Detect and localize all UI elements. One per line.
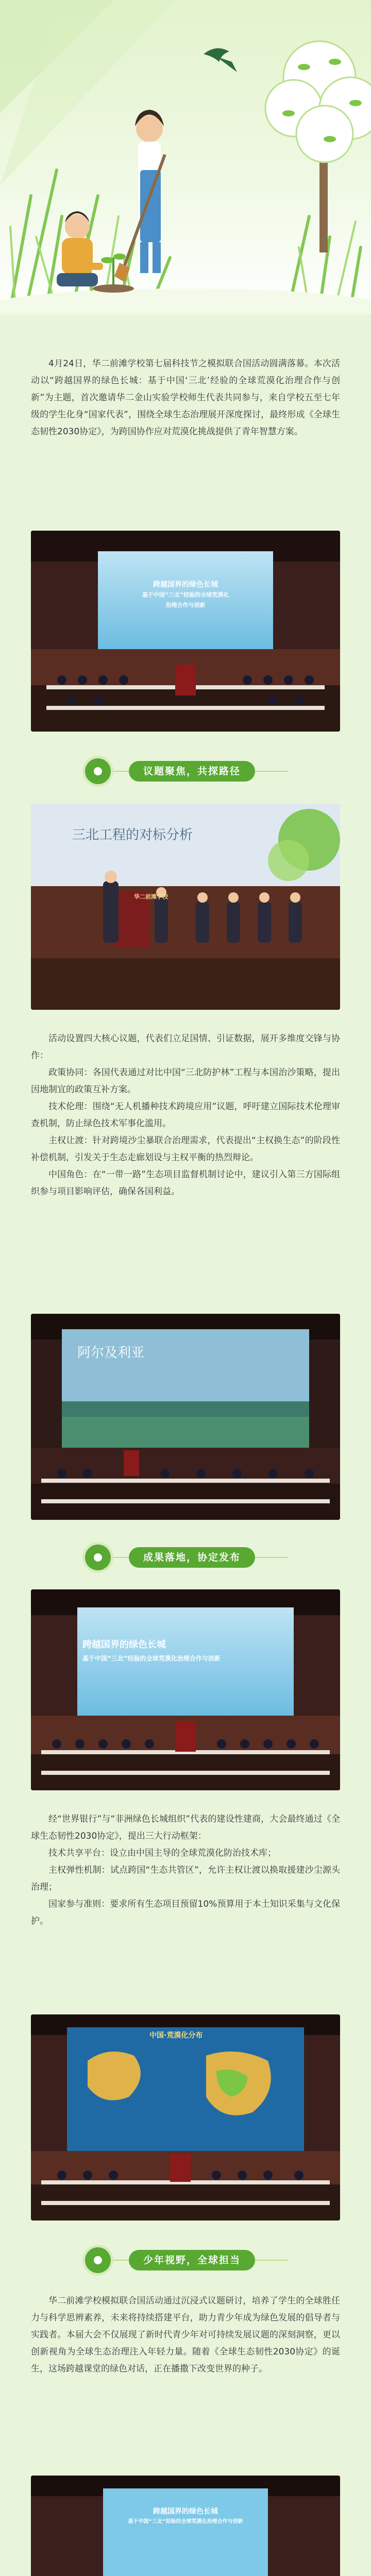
section1-paragraph: 主权让渡：针对跨境沙尘暴联合治理需求，代表提出“主权换生态”的阶段性补偿机制，引发关于生态走廊划设与主权平衡的热烈辩论。 [31, 1136, 340, 1163]
photo5-screen-title: 中国·荒漠化分布 [149, 2031, 203, 2040]
section1-paragraph: 中国角色：在“一带一路”生态项目监督机制讨论中，建议引入第三方国际组织参与项目影响评估，确保各国利益。 [31, 1170, 340, 1197]
section-header-2 [0, 1539, 371, 1575]
location-pin-icon [85, 2247, 111, 2273]
section3-text [31, 2293, 340, 2378]
photo6-screen-title: 跨越国界的绿色长城 [153, 2507, 218, 2516]
photo6-screen-subtitle: 基于中国“三北”经验的全球荒漠化治理合作与创新 [128, 2519, 243, 2524]
photo4-screen-subtitle: 基于中国“三北”经验的全球荒漠化治理合作与创新 [82, 1655, 221, 1662]
section1-paragraph: 政策协同：各国代表通过对比中国“三北防护林”工程与本国治沙策略，提出因地制宜的政策互补方案。 [31, 1067, 340, 1095]
photo3-screen-title: 阿尔及利亚 [77, 1345, 145, 1361]
section3-paragraph: 华二前滩学校模拟联合国活动通过沉浸式议题研讨，培养了学生的全球胜任力与科学思辨素养，未来将持续搭建平台，助力青少年成为绿色发展的倡导者与实践者。本届大会不仅展现了新时代青少年对可持续发展议题的深刻洞察，更以创新视角为全球生态治理注入年轻力量。随着《全球生态韧性2030协定》的诞生，这场跨越课堂的绿色对话，正在播撒下改变世界的种子。 [31, 2296, 340, 2374]
location-pin-icon [85, 758, 111, 784]
photo-assembly-hall [31, 531, 340, 732]
photo-group-picture [31, 2476, 340, 2576]
section-header-1 [0, 753, 371, 789]
photo1-screen-title: 跨越国界的绿色长城 [153, 581, 218, 589]
section-title: 成果落地，协定发布 [129, 1547, 255, 1568]
photo1-screen-subtitle2: 治理合作与创新 [165, 602, 206, 608]
photo1-screen-text [98, 580, 273, 611]
section2-paragraph: 技术共享平台：设立由中国主导的全球荒漠化防治技术库； [48, 1848, 276, 1858]
intro-paragraph: 4月24日，华二前滩学校第七届科技节之模拟联合国活动圆满落幕。本次活动以“跨越国界的绿色长城：基于中国‘三北’经验的全球荒漠化治理合作与创新”为主题，首次邀请华二金山实验学校师生代表共同参与，来自学校五至七年级的学生化身“国家代表”，围绕全球生态治理展开深度探讨，最终形成《全球生态韧性2030协定》，为跨国协作应对荒漠化挑战提供了青年智慧方案。 [31, 359, 340, 437]
section-header-3 [0, 2242, 371, 2278]
section2-text [31, 1811, 340, 1930]
photo4-screen-text [82, 1638, 289, 1665]
photo-algeria-presentation [31, 1314, 340, 1520]
kneeling-boy [57, 211, 103, 286]
photo4-screen-title: 跨越国界的绿色长城 [82, 1639, 166, 1650]
section1-paragraph: 技术伦理：围绕“无人机播种技术跨境应用”议题，呼吁建立国际技术伦理审查机制，防止绿色技术军事化滥用。 [31, 1101, 340, 1129]
photo-debate-podium [31, 804, 340, 1010]
intro-text [31, 355, 340, 440]
section2-paragraph: 经“世界银行”与“非洲绿色长城组织”代表的建设性建商，大会最终通过《全球生态韧性2030协定》，提出三大行动框架： [31, 1814, 340, 1841]
location-pin-icon [85, 1545, 111, 1570]
photo2-screen-title: 三北工程的对标分析 [72, 827, 193, 843]
section2-paragraph: 主权弹性机制：试点跨国“生态共管区”，允许主权让渡以换取援建沙尘源头治理； [31, 1865, 340, 1892]
hero-illustration [0, 0, 371, 314]
section2-paragraph: 国家参与准则：要求所有生态项目预留10%预算用于本土知识采集与文化保护。 [31, 1899, 340, 1926]
section1-text [31, 1030, 340, 1200]
photo2-school-sign: 华二前滩学校 [134, 893, 168, 900]
photo1-screen-subtitle: 基于中国“三北”经验的全球荒漠化 [142, 591, 229, 598]
hero-art [0, 0, 371, 314]
photo-agreement-release [31, 1589, 340, 1790]
section1-paragraph: 活动设置四大核心议题，代表们立足国情、引证数据，展开多维度交锋与协作： [31, 1033, 340, 1061]
section-title: 少年视野，全球担当 [129, 2250, 255, 2270]
photo6-screen-text [113, 2506, 258, 2527]
photo-desertification-map [31, 2014, 340, 2221]
section-title: 议题聚焦，共探路径 [129, 761, 255, 782]
